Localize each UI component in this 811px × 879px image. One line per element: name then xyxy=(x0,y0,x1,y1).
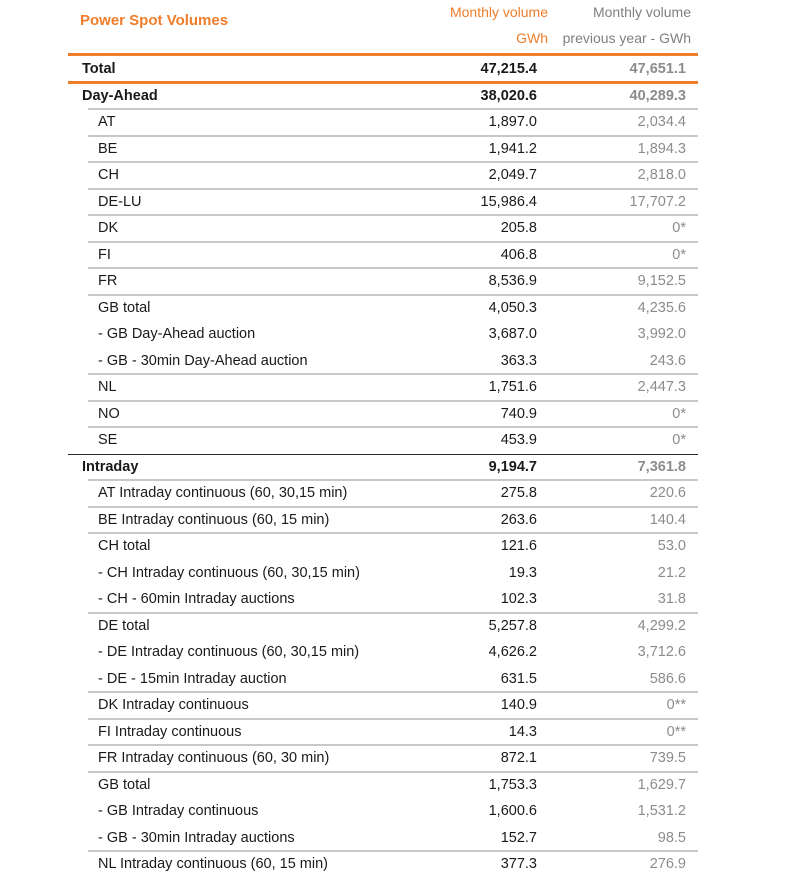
table-row xyxy=(68,773,698,800)
row-label: Day-Ahead xyxy=(82,87,158,104)
row-current-volume: 872.1 xyxy=(500,750,537,766)
row-previous-volume: 0* xyxy=(672,432,686,448)
row-previous-volume: 53.0 xyxy=(657,538,686,554)
row-label: - CH - 60min Intraday auctions xyxy=(98,591,295,607)
row-current-volume: 8,536.9 xyxy=(488,273,537,289)
row-label: - DE - 15min Intraday auction xyxy=(98,670,287,687)
table-row xyxy=(68,375,698,402)
row-label: FR xyxy=(98,273,118,289)
row-current-volume: 19.3 xyxy=(508,564,537,581)
row-previous-volume: 243.6 xyxy=(649,352,686,369)
row-previous-volume: 2,034.4 xyxy=(637,114,686,130)
table-row xyxy=(68,667,698,694)
row-label: - GB Intraday continuous xyxy=(98,803,259,819)
table-row xyxy=(68,587,698,614)
table-row xyxy=(68,216,698,243)
table-row xyxy=(68,402,698,429)
row-previous-volume: 739.5 xyxy=(649,750,686,766)
column-header-current-line1: Monthly volume xyxy=(449,4,548,20)
row-current-volume: 1,600.6 xyxy=(488,803,537,819)
row-previous-volume: 40,289.3 xyxy=(629,87,686,104)
row-label: Intraday xyxy=(82,458,139,475)
table-row xyxy=(68,614,698,641)
row-label: DE total xyxy=(98,617,150,634)
table-row xyxy=(68,481,698,508)
row-current-volume: 1,897.0 xyxy=(488,114,537,130)
table-row xyxy=(68,852,698,879)
row-label: - DE Intraday continuous (60, 30,15 min) xyxy=(98,644,360,660)
row-previous-volume: 0** xyxy=(666,723,686,740)
row-current-volume: 9,194.7 xyxy=(488,458,537,475)
row-label: FI Intraday continuous xyxy=(98,723,242,740)
row-previous-volume: 1,894.3 xyxy=(637,140,686,157)
table-row xyxy=(68,534,698,561)
row-previous-volume: 1,531.2 xyxy=(637,803,686,819)
row-label: - GB Day-Ahead auction xyxy=(98,326,256,342)
row-previous-volume: 0* xyxy=(672,246,686,263)
row-current-volume: 263.6 xyxy=(500,511,537,528)
row-previous-volume: 47,651.1 xyxy=(629,61,686,77)
row-current-volume: 4,050.3 xyxy=(488,299,537,316)
column-header-previous-line2: previous year - GWh xyxy=(562,30,691,46)
row-label: BE xyxy=(98,140,118,157)
row-current-volume: 1,941.2 xyxy=(488,140,537,157)
table-row xyxy=(68,508,698,535)
row-previous-volume: 4,235.6 xyxy=(637,299,686,316)
table-row xyxy=(68,746,698,773)
row-label: Total xyxy=(82,61,116,77)
row-previous-volume: 3,712.6 xyxy=(637,644,686,660)
row-previous-volume: 0* xyxy=(672,220,686,236)
row-previous-volume: 276.9 xyxy=(649,856,686,872)
row-label: AT xyxy=(98,114,116,130)
table-row xyxy=(68,243,698,270)
row-current-volume: 152.7 xyxy=(500,829,537,846)
table-row xyxy=(68,163,698,190)
table-header xyxy=(0,0,811,52)
table-row xyxy=(68,826,698,853)
table-row xyxy=(68,137,698,164)
row-current-volume: 38,020.6 xyxy=(480,87,537,104)
row-current-volume: 275.8 xyxy=(500,485,537,501)
row-label: NO xyxy=(98,405,120,422)
row-previous-volume: 3,992.0 xyxy=(637,326,686,342)
row-label: - CH Intraday continuous (60, 30,15 min) xyxy=(98,564,360,581)
row-current-volume: 3,687.0 xyxy=(488,326,537,342)
row-previous-volume: 220.6 xyxy=(649,485,686,501)
row-current-volume: 15,986.4 xyxy=(480,193,537,210)
row-label: BE Intraday continuous (60, 15 min) xyxy=(98,511,330,528)
table-row xyxy=(68,693,698,720)
row-current-volume: 453.9 xyxy=(500,432,537,448)
page-title: Power Spot Volumes xyxy=(80,12,229,29)
row-current-volume: 121.6 xyxy=(500,538,537,554)
row-label: AT Intraday continuous (60, 30,15 min) xyxy=(98,485,348,501)
row-previous-volume: 0** xyxy=(666,697,686,713)
row-previous-volume: 4,299.2 xyxy=(637,617,686,634)
column-header-current xyxy=(450,0,548,51)
row-previous-volume: 9,152.5 xyxy=(637,273,686,289)
row-current-volume: 205.8 xyxy=(500,220,537,236)
table-row xyxy=(68,428,698,455)
table-row xyxy=(68,110,698,137)
table-row xyxy=(68,349,698,376)
row-label: GB total xyxy=(98,776,151,793)
day-ahead-row xyxy=(68,84,698,111)
row-label: DK Intraday continuous xyxy=(98,697,249,713)
table-row xyxy=(68,640,698,667)
row-label: FI xyxy=(98,246,111,263)
row-current-volume: 1,753.3 xyxy=(488,776,537,793)
column-header-previous xyxy=(563,0,691,51)
table-row xyxy=(68,720,698,747)
row-label: CH total xyxy=(98,538,151,554)
row-current-volume: 631.5 xyxy=(500,670,537,687)
row-previous-volume: 31.8 xyxy=(657,591,686,607)
column-header-previous-line1: Monthly volume xyxy=(592,4,691,20)
row-previous-volume: 98.5 xyxy=(657,829,686,846)
row-label: NL Intraday continuous (60, 15 min) xyxy=(98,856,328,872)
row-current-volume: 740.9 xyxy=(500,405,537,422)
table-row xyxy=(68,269,698,296)
row-previous-volume: 586.6 xyxy=(649,670,686,687)
volumes-table xyxy=(68,57,698,879)
row-current-volume: 47,215.4 xyxy=(480,61,537,77)
row-previous-volume: 7,361.8 xyxy=(637,458,686,475)
row-current-volume: 2,049.7 xyxy=(488,167,537,183)
row-current-volume: 14.3 xyxy=(508,723,537,740)
intraday-row xyxy=(68,455,698,482)
row-current-volume: 140.9 xyxy=(500,697,537,713)
header-rule xyxy=(68,53,698,56)
row-current-volume: 102.3 xyxy=(500,591,537,607)
row-label: - GB - 30min Day-Ahead auction xyxy=(98,352,308,369)
row-current-volume: 363.3 xyxy=(500,352,537,369)
row-label: DK xyxy=(98,220,119,236)
table-row xyxy=(68,561,698,588)
row-previous-volume: 2,818.0 xyxy=(637,167,686,183)
row-current-volume: 1,751.6 xyxy=(488,379,537,395)
row-previous-volume: 0* xyxy=(672,405,686,422)
table-row xyxy=(68,190,698,217)
row-current-volume: 377.3 xyxy=(500,856,537,872)
row-current-volume: 406.8 xyxy=(500,246,537,263)
row-label: GB total xyxy=(98,299,151,316)
column-header-current-line2: GWh xyxy=(516,30,548,46)
row-label: FR Intraday continuous (60, 30 min) xyxy=(98,750,330,766)
row-previous-volume: 1,629.7 xyxy=(637,776,686,793)
row-label: DE-LU xyxy=(98,193,142,210)
row-previous-volume: 21.2 xyxy=(657,564,686,581)
table-row xyxy=(68,296,698,323)
row-previous-volume: 2,447.3 xyxy=(637,379,686,395)
row-previous-volume: 17,707.2 xyxy=(629,193,686,210)
table-row xyxy=(68,799,698,826)
row-label: - GB - 30min Intraday auctions xyxy=(98,829,295,846)
row-label: SE xyxy=(98,432,118,448)
row-label: NL xyxy=(98,379,117,395)
row-current-volume: 5,257.8 xyxy=(488,617,537,634)
table-row xyxy=(68,322,698,349)
total-row xyxy=(68,57,698,84)
row-previous-volume: 140.4 xyxy=(649,511,686,528)
row-label: CH xyxy=(98,167,119,183)
row-current-volume: 4,626.2 xyxy=(488,644,537,660)
